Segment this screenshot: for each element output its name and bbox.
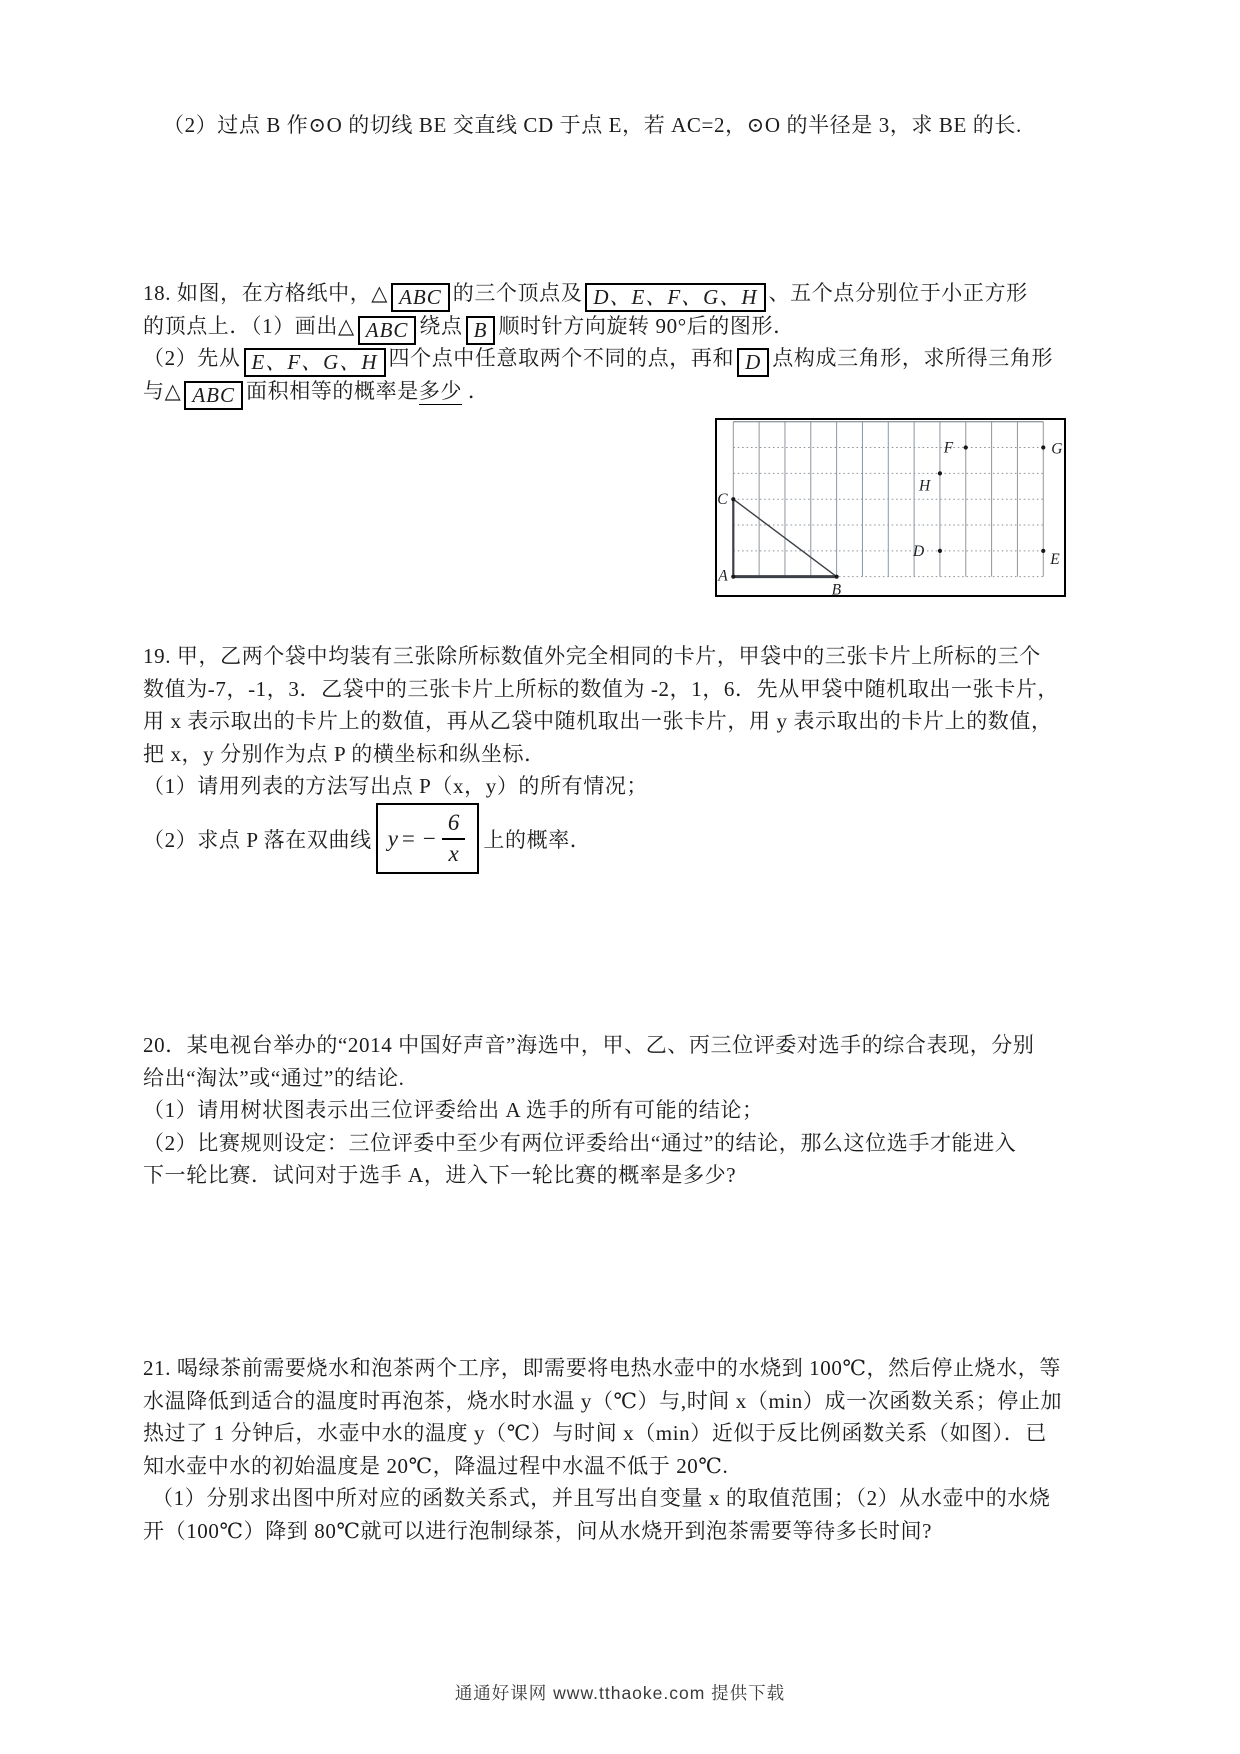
q18-l4-post: ． xyxy=(462,378,490,403)
point-dot-A xyxy=(731,575,735,579)
q18-l3-box-d: D xyxy=(737,348,769,377)
q18-line-4 xyxy=(143,375,1123,408)
q19-hyperbola-formula xyxy=(376,803,480,873)
question-21 xyxy=(143,1352,1123,1547)
q18-l3-pre: （2）先从 xyxy=(143,346,241,370)
q18-l3-mid: 四个点中任意取两个不同的点，再和 xyxy=(388,346,735,370)
formula-denominator: x xyxy=(448,840,459,866)
q21-line-6: 开（100℃）降到 80℃就可以进行泡制绿茶，问从水烧开到泡茶需要等待多长时间? xyxy=(143,1518,933,1543)
q19-line-4: 把 x，y 分别作为点 P 的横坐标和纵坐标． xyxy=(143,741,546,766)
q18-l1-box-defgh: D、E、F、G、H xyxy=(585,283,765,312)
q20-line-2: 给出“淘汰”或“通过”的结论. xyxy=(143,1065,405,1090)
formula-equals: = xyxy=(401,825,415,851)
point-label-D: D xyxy=(912,542,925,560)
q21-line-4: 知水壶中水的初始温度是 20℃，降温过程中水温不低于 20℃. xyxy=(143,1453,729,1478)
point-label-B: B xyxy=(831,581,842,597)
q18-grid-svg xyxy=(715,418,1066,597)
point-dot-F xyxy=(964,445,968,449)
q21-line-5: （1）分别求出图中所对应的函数关系式，并且写出自变量 x 的取值范围；（2）从水壶中的水烧 xyxy=(152,1486,1051,1510)
point-label-C: C xyxy=(717,491,728,509)
q21-line-2: 水温降低到适合的温度时再泡茶，烧水时水温 y（℃）与,时间 x（min）成一次函数关系；停止加 xyxy=(143,1388,1063,1413)
q19-line-3: 用 x 表示取出的卡片上的数值，再从乙袋中随机取出一张卡片，用 y 表示取出的卡片上的数值， xyxy=(143,709,1053,733)
q19-line-6 xyxy=(143,803,1123,875)
page-footer: 通通好课网 www.tthaoke.com 提供下载 xyxy=(454,1683,786,1703)
formula-minus: − xyxy=(422,825,436,851)
point-dot-G xyxy=(1041,445,1045,449)
point-label-F: F xyxy=(943,439,954,457)
point-label-E: E xyxy=(1050,550,1060,568)
q18-l1-mid: 的三个顶点及 xyxy=(452,281,583,305)
question-18 xyxy=(143,277,1123,407)
q18-l2-box-b: B xyxy=(466,316,496,345)
q17-part2-line xyxy=(163,109,1022,142)
q18-l1-pre: 18. 如图，在方格纸中，△ xyxy=(143,281,389,305)
q19-l6-post: 上的概率． xyxy=(483,827,592,852)
q20-line-1: 20．某电视台举办的“2014 中国好声音”海选中，甲、乙、丙三位评委对选手的综合表现，分别 xyxy=(143,1033,1035,1057)
q21-line-1: 21. 喝绿茶前需要烧水和泡茶两个工序，即需要将电热水壶中的水烧到 100℃，然后停止烧水，等 xyxy=(143,1356,1061,1380)
question-19 xyxy=(143,640,1123,875)
q18-l2-mid: 绕点 xyxy=(419,313,463,338)
question-20 xyxy=(143,1029,1123,1192)
q18-l4-pre: 与△ xyxy=(143,378,182,403)
q18-l1-box-abc: ABC xyxy=(391,283,450,312)
point-dot-H xyxy=(938,471,942,475)
q18-l2-pre: 的顶点上．（1）画出△ xyxy=(143,313,355,338)
formula-fraction xyxy=(442,811,466,865)
q20-line-3: （1）请用树状图表示出三位评委给出 A 选手的所有可能的结论； xyxy=(143,1098,764,1122)
q18-l1-post: 、五个点分别位于小正方形 xyxy=(768,281,1028,305)
q19-line-1: 19. 甲，乙两个袋中均装有三张除所标数值外完全相同的卡片，甲袋中的三张卡片上所标的三个 xyxy=(143,644,1041,668)
point-label-H: H xyxy=(918,477,931,495)
q18-l4-underlined: 多少 xyxy=(418,378,463,403)
q18-l2-post: 顺时针方向旋转 90°后的图形． xyxy=(498,313,795,338)
q17-part2-text: （2）过点 B 作⊙O 的切线 BE 交直线 CD 于点 E，若 AC=2，⊙O 的半径是 3，求 BE 的长. xyxy=(163,113,1022,137)
formula-lhs: y xyxy=(387,825,398,851)
formula-numerator: 6 xyxy=(442,811,466,839)
q19-l6-pre: （2）求点 P 落在双曲线 xyxy=(143,827,372,852)
q18-l4-mid: 面积相等的概率是 xyxy=(246,378,419,403)
figure-border xyxy=(716,419,1065,596)
q19-line-5: （1）请用列表的方法写出点 P（x，y）的所有情况； xyxy=(143,774,649,798)
q18-l3-post: 点构成三角形，求所得三角形 xyxy=(772,346,1054,370)
q18-figure xyxy=(715,418,1066,597)
point-dot-B xyxy=(835,575,839,579)
q18-line-2 xyxy=(143,310,1123,343)
q18-line-3 xyxy=(143,342,1123,375)
q18-line-1 xyxy=(143,277,1123,310)
q20-line-4: （2）比赛规则设定：三位评委中至少有两位评委给出“通过”的结论，那么这位选手才能进入 xyxy=(143,1130,1017,1155)
point-label-G: G xyxy=(1051,440,1063,458)
q19-line-2: 数值为-7，-1，3．乙袋中的三张卡片上所标的数值为 -2，1，6．先从甲袋中随机取出一张卡片， xyxy=(143,676,1060,701)
point-dot-C xyxy=(731,497,735,501)
point-label-A: A xyxy=(718,567,728,585)
q18-l2-box-abc: ABC xyxy=(358,316,417,345)
point-dot-D xyxy=(938,549,942,553)
q18-l4-box-abc: ABC xyxy=(184,381,243,410)
point-dot-E xyxy=(1041,549,1045,553)
q21-line-3: 热过了 1 分钟后，水壶中水的温度 y（℃）与时间 x（min）近似于反比例函数关系（如图）．已 xyxy=(143,1421,1047,1445)
q18-l3-box-efgh: E、F、G、H xyxy=(244,348,386,377)
q20-line-5: 下一轮比赛．试问对于选手 A，进入下一轮比赛的概率是多少? xyxy=(143,1163,737,1187)
